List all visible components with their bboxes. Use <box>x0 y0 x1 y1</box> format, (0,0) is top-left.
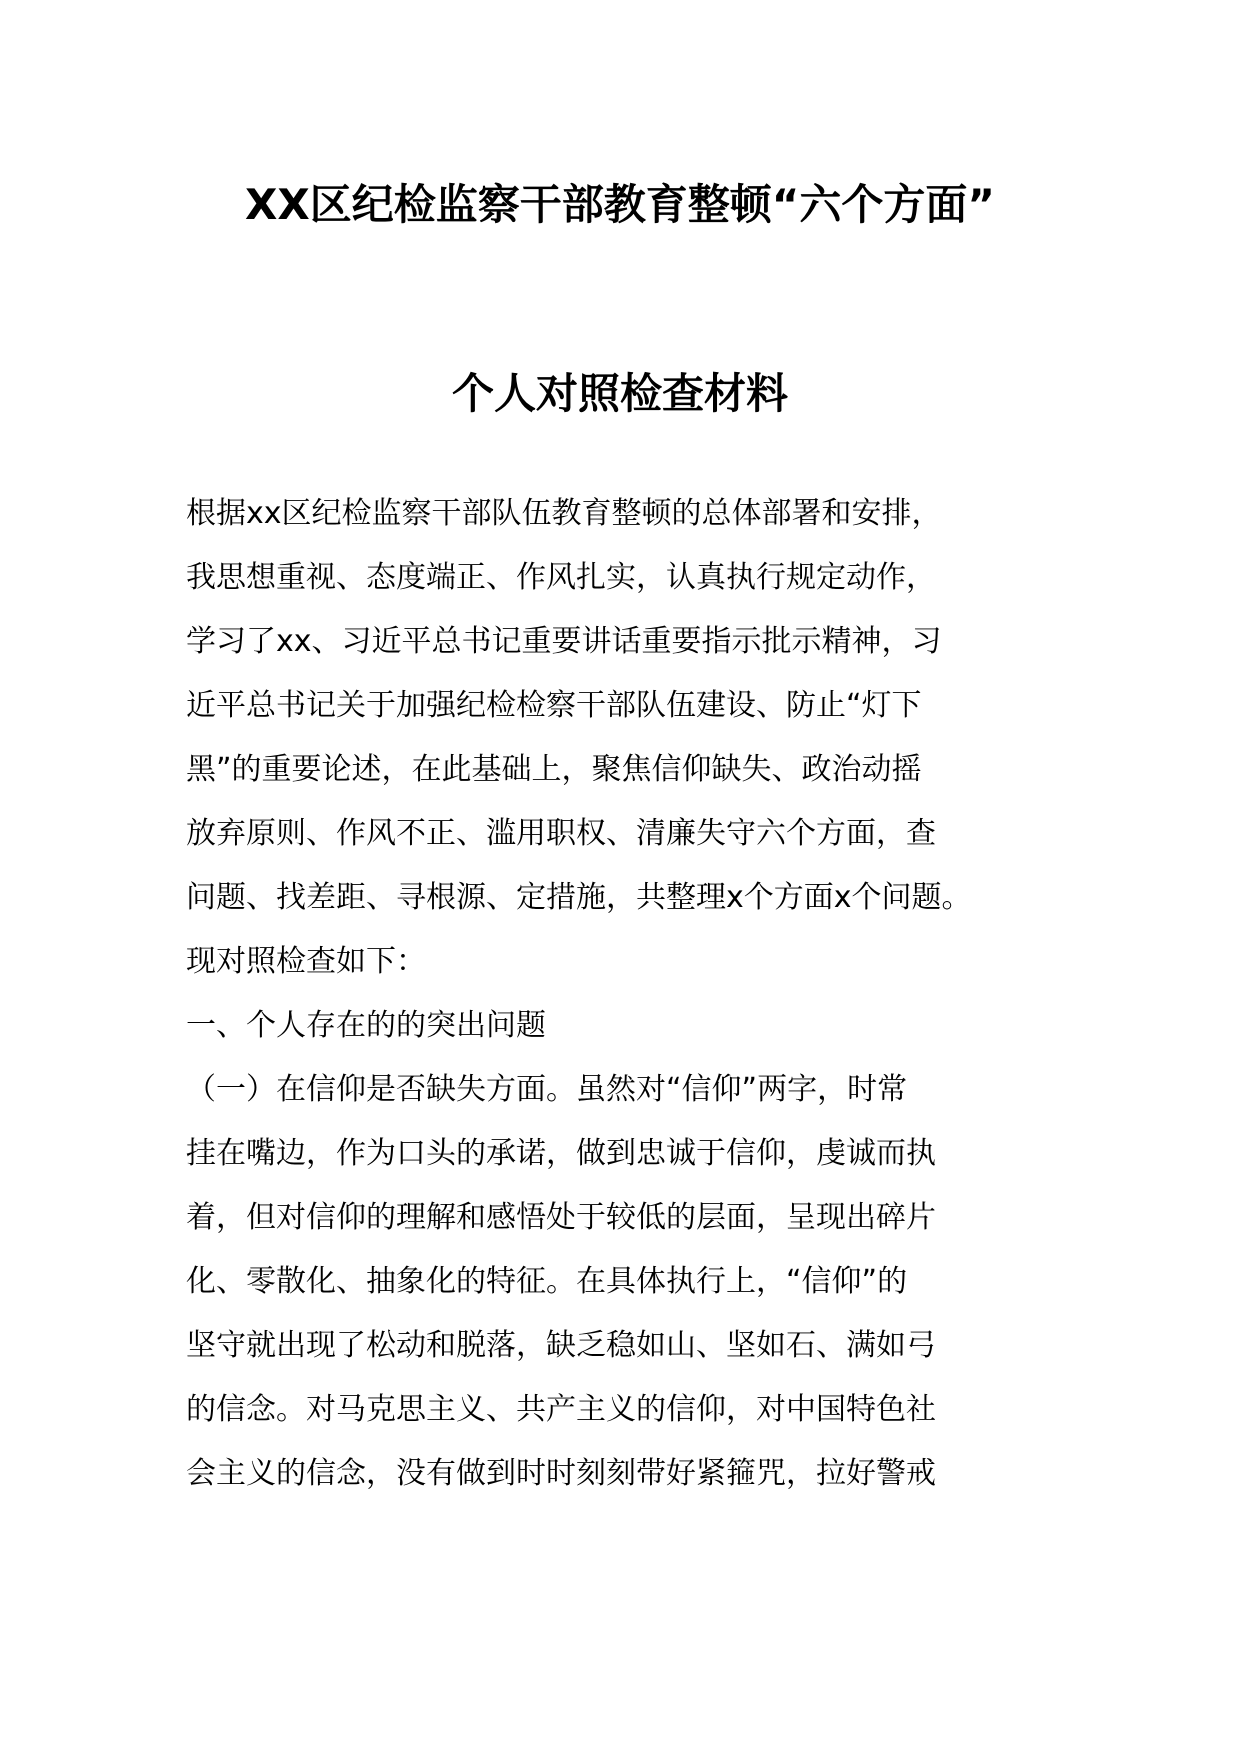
paragraph-line: 问题、找差距、寻根源、定措施，共整理x个方面x个问题。 <box>186 880 972 915</box>
document-body <box>186 482 1066 1506</box>
paragraph-line: 会主义的信念，没有做到时时刻刻带好紧箍咒，拉好警戒 <box>186 1456 936 1491</box>
paragraph-line: 的信念。对马克思主义、共产主义的信仰，对中国特色社 <box>186 1392 936 1427</box>
paragraph-line: 放弃原则、作风不正、滥用职权、清廉失守六个方面，查 <box>186 816 936 851</box>
document-title-line-1: XX区纪检监察干部教育整顿“六个方面” <box>245 180 995 229</box>
paragraph-line: 根据xx区纪检监察干部队伍教育整顿的总体部署和安排， <box>186 496 942 531</box>
paragraph-line: 着，但对信仰的理解和感悟处于较低的层面，呈现出碎片 <box>186 1200 936 1235</box>
section-heading: 一、个人存在的的突出问题 <box>186 1008 546 1043</box>
subsection-paragraph <box>186 1058 1066 1506</box>
paragraph-line: （一）在信仰是否缺失方面。虽然对“信仰”两字，时常 <box>186 1072 908 1107</box>
paragraph-line: 坚守就出现了松动和脱落，缺乏稳如山、坚如石、满如弓 <box>186 1328 936 1363</box>
paragraph-line: 挂在嘴边，作为口头的承诺，做到忠诚于信仰，虔诚而执 <box>186 1136 936 1171</box>
paragraph-line: 我思想重视、态度端正、作风扎实，认真执行规定动作， <box>186 560 936 595</box>
document-title-line-2: 个人对照检查材料 <box>451 369 788 418</box>
paragraph-line: 化、零散化、抽象化的特征。在具体执行上，“信仰”的 <box>186 1264 908 1299</box>
paragraph-line: 黑”的重要论述，在此基础上，聚焦信仰缺失、政治动摇 <box>186 752 922 787</box>
intro-paragraph <box>186 482 1066 994</box>
paragraph-line: 现对照检查如下： <box>186 944 426 979</box>
paragraph-line: 学习了xx、习近平总书记重要讲话重要指示批示精神，习 <box>186 624 942 659</box>
paragraph-line: 近平总书记关于加强纪检检察干部队伍建设、防止“灯下 <box>186 688 922 723</box>
